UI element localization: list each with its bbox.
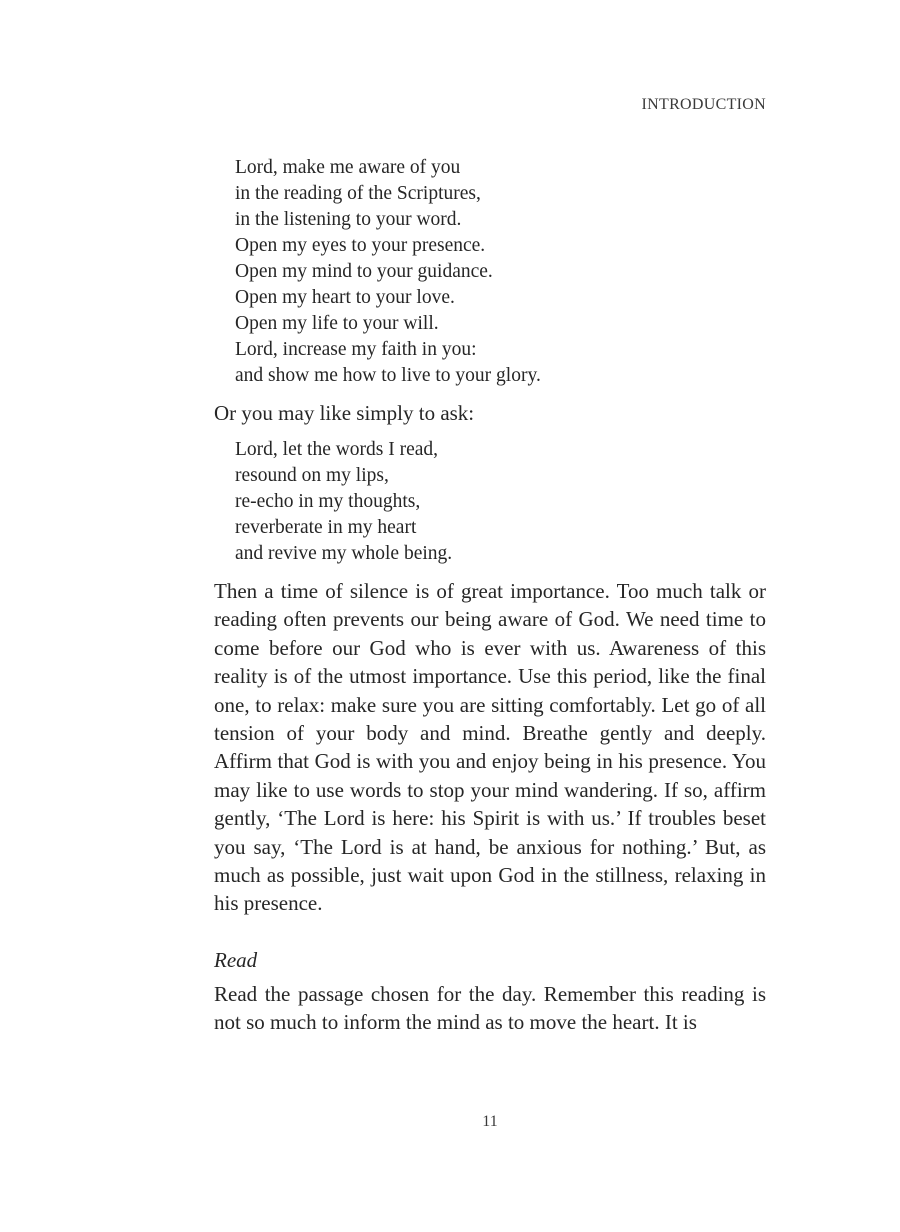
running-head: INTRODUCTION (641, 96, 766, 113)
prayer-line: re-echo in my thoughts, (235, 491, 421, 512)
prayer-line: reverberate in my heart (235, 517, 417, 538)
read-paragraph: Read the passage chosen for the day. Remember this reading is not so much to inform the mind as to move the heart. It is (214, 981, 766, 1035)
prayer-line: in the listening to your word. (235, 209, 462, 230)
prayer-line: Open my mind to your guidance. (235, 261, 493, 282)
prayer-line: Lord, let the words I read, (235, 439, 439, 460)
prayer-line: in the reading of the Scriptures, (235, 183, 481, 204)
page-number: 11 (482, 1113, 498, 1130)
lead-in-sentence: Or you may like simply to ask: (214, 401, 475, 425)
prayer-line: and revive my whole being. (235, 543, 453, 564)
prayer-line: Open my heart to your love. (235, 287, 455, 308)
prayer-one (235, 155, 766, 389)
prayer-line: Open my life to your will. (235, 313, 439, 334)
prayer-two (235, 437, 766, 567)
prayer-line: Open my eyes to your presence. (235, 235, 486, 256)
prayer-line: Lord, increase my faith in you: (235, 339, 477, 360)
prayer-line: Lord, make me aware of you (235, 157, 461, 178)
silence-paragraph: Then a time of silence is of great importance. Too much talk or reading often prevents our being aware of God. We need time to come before our God who is ever with us. Awareness of this reality is of the utmost importance. Use this period, like the final one, to relax: make sure you are sitting comfortably. Let go of all tension of your body and mind. Breathe gently and deeply. Affirm that God is with you and enjoy being in his presence. You may like to use words to stop your mind wandering. If so, affirm gently, ‘The Lord is here: his Spirit is with us.’ If troubles beset you say, ‘The Lord is at hand, be anxious for nothing.’ But, as much as possible, just wait upon God in the stillness, relaxing in his presence. (214, 579, 766, 916)
prayer-line: and show me how to live to your glory. (235, 365, 541, 386)
prayer-line: resound on my lips, (235, 465, 389, 486)
body-text (214, 155, 766, 1037)
section-heading-read: Read (214, 947, 258, 972)
